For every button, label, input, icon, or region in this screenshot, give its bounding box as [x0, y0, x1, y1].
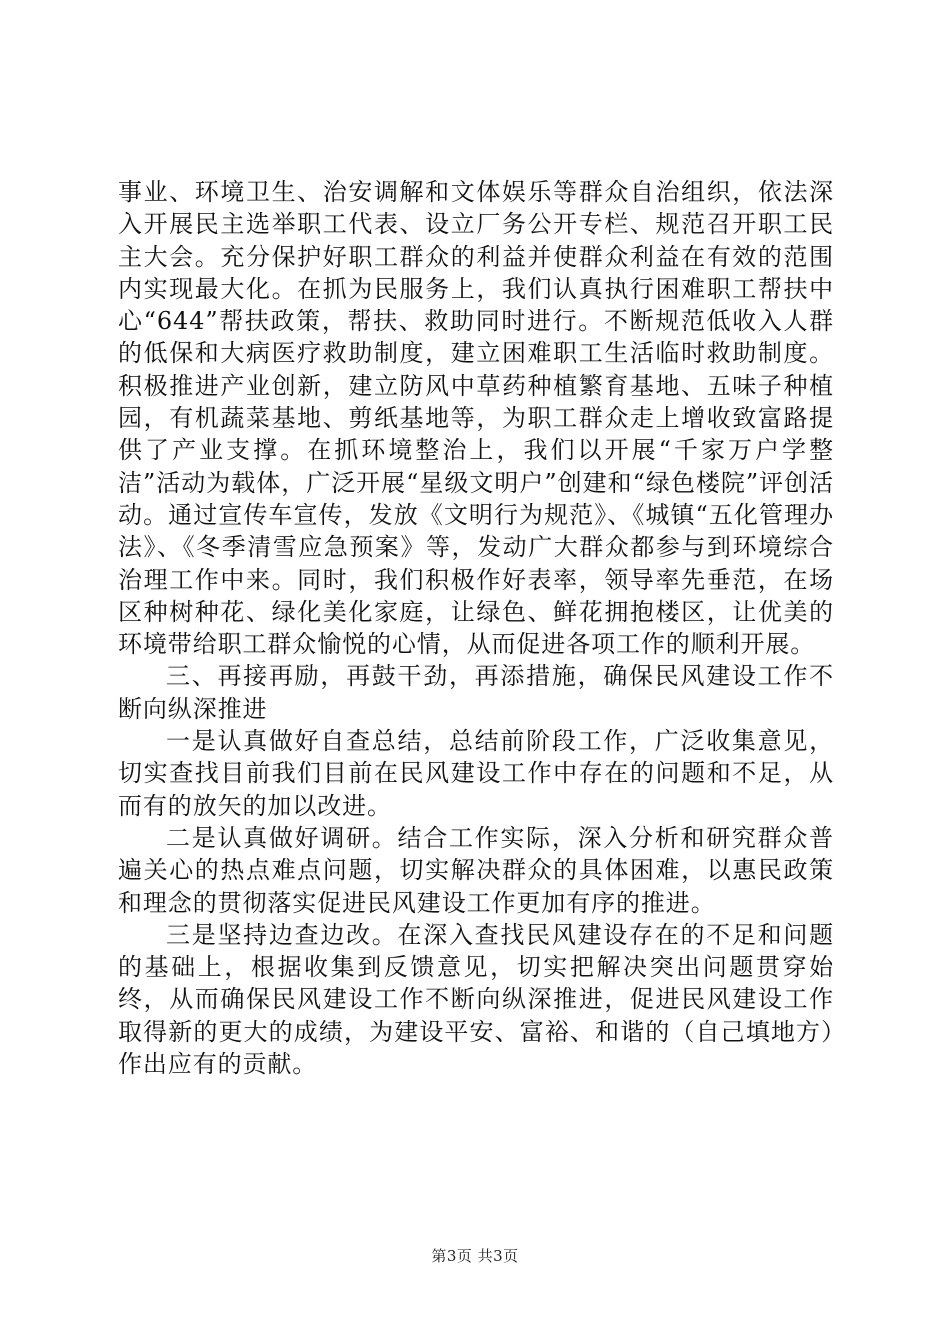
page-number-footer: 第3页 共3页 — [431, 1247, 519, 1265]
section-heading-3: 三、再接再励，再鼓干劲，再添措施，确保民风建设工作不断向纵深推进 — [118, 662, 834, 723]
body-paragraph-item-2: 二是认真做好调研。结合工作实际，深入分析和研究群众普遍关心的热点难点问题，切实解决群众的具体困难，以惠民政策和理念的贯彻落实促进民风建设工作更加有序的推进。 — [118, 823, 834, 917]
document-body — [118, 176, 834, 1080]
body-paragraph-1: 事业、环境卫生、治安调解和文体娱乐等群众自治组织，依法深入开展民主选举职工代表、设立厂务公开专栏、规范召开职工民主大会。充分保护好职工群众的利益并使群众利益在有效的范围内实现最大化。在抓为民服务上，我们认真执行困难职工帮扶中心“644”帮扶政策，帮扶、救助同时进行。不断规范低收入人群的低保和大病医疗救助制度，建立困难职工生活临时救助制度。积极推进产业创新，建立防风中草药种植繁育基地、五味子种植园，有机蔬菜基地、剪纸基地等，为职工群众走上增收致富路提供了产业支撑。在抓环境整治上，我们以开展“千家万户学整洁”活动为载体，广泛开展“星级文明户”创建和“绿色楼院”评创活动。通过宣传车宣传，发放《文明行为规范》、《城镇“五化管理办法》、《冬季清雪应急预案》等，发动广大群众都参与到环境综合治理工作中来。同时，我们积极作好表率，领导率先垂范，在场区种树种花、绿化美化家庭，让绿色、鲜花拥抱楼区，让优美的环境带给职工群众愉悦的心情，从而促进各项工作的顺利开展。 — [118, 178, 834, 659]
body-paragraph-item-1: 一是认真做好自查总结，总结前阶段工作，广泛收集意见，切实查找目前我们目前在民风建设工作中存在的问题和不足，从而有的放矢的加以改进。 — [118, 727, 834, 820]
body-paragraph-item-3: 三是坚持边查边改。在深入查找民风建设存在的不足和问题的基础上，根据收集到反馈意见，切实把解决突出问题贯穿始终，从而确保民风建设工作不断向纵深推进，促进民风建设工作取得新的更大的成绩，为建设平安、富裕、和谐的（自己填地方）作出应有的贡献。 — [118, 920, 834, 1079]
